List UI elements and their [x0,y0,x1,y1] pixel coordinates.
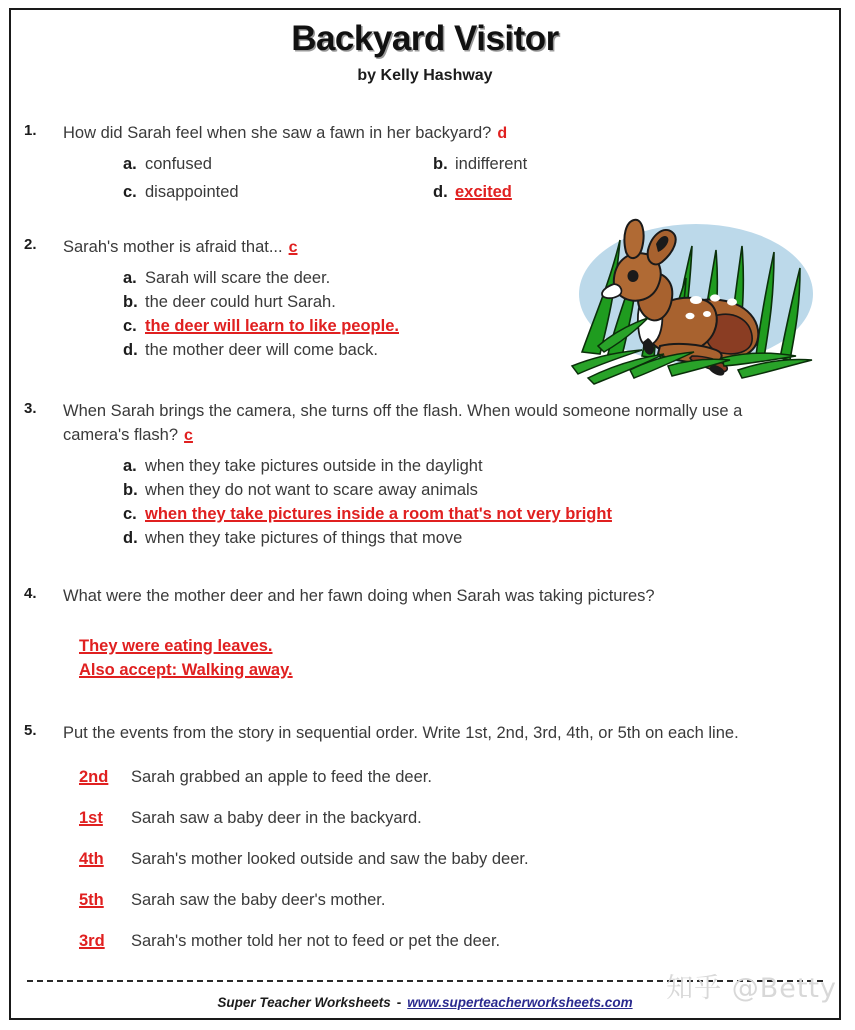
choice-1c[interactable] [123,181,433,205]
choice-letter: c. [123,504,137,523]
sequence-order-input[interactable]: 1st [79,808,103,827]
worksheet-page [9,8,841,1020]
question-1-answer-key: d [497,125,508,142]
choice-text: indifferent [455,154,528,173]
choice-text: confused [145,154,212,173]
choice-text: the deer could hurt Sarah. [145,292,336,311]
question-2-prompt-text: Sarah's mother is afraid that... [63,238,283,256]
footer-url-link[interactable]: www.superteacherworksheets.com [407,995,633,1010]
page-title: Backyard Visitor [291,19,559,58]
choice-letter: a. [123,456,137,475]
worksheet-header [11,10,839,85]
sequence-item[interactable] [79,809,839,828]
choice-1b[interactable] [433,153,527,177]
choice-2c[interactable] [123,315,839,339]
choice-letter: c. [123,316,137,335]
sequence-item[interactable] [79,891,839,910]
choice-row [123,181,839,205]
choice-letter: c. [123,182,137,201]
choice-text: Sarah will scare the deer. [145,268,331,287]
question-1-prompt-text: How did Sarah feel when she saw a fawn in her backyard? [63,124,492,142]
choice-text: when they take pictures outside in the daylight [145,456,483,475]
choice-text: the mother deer will come back. [145,340,378,359]
sequence-event-text: Sarah saw a baby deer in the backyard. [131,808,422,827]
choice-text: disappointed [145,182,239,201]
choice-text: the deer will learn to like people. [145,316,399,335]
question-3-prompt [63,400,763,448]
choice-text: when they do not want to scare away animals [145,480,478,499]
choice-letter: d. [123,340,138,359]
sequence-order-input[interactable]: 4th [79,849,104,868]
sequence-event-text: Sarah's mother looked outside and saw the baby deer. [131,849,529,868]
question-5 [11,722,839,973]
sequence-order-input[interactable]: 2nd [79,767,109,786]
choice-text: when they take pictures inside a room that's not very bright [145,504,612,523]
choice-3b[interactable] [123,479,839,503]
question-5-number: 5. [24,722,37,739]
question-3-number: 3. [24,400,37,417]
author-byline: by Kelly Hashway [357,66,493,84]
sequence-order-input[interactable]: 3rd [79,931,105,950]
choice-text: when they take pictures of things that move [145,528,463,547]
choice-letter: b. [123,292,138,311]
question-3-prompt-text: When Sarah brings the camera, she turns off the flash. When would someone normally use a camera's flash? [63,402,743,444]
choice-letter: b. [433,154,448,173]
question-2 [11,236,839,363]
question-2-choices [11,267,839,363]
question-1-number: 1. [24,122,37,139]
sequence-event-text: Sarah saw the baby deer's mother. [131,890,386,909]
choice-letter: a. [123,268,137,287]
footer-divider [27,980,823,982]
choice-2d[interactable] [123,339,839,363]
sequence-list [11,768,839,951]
choice-2b[interactable] [123,291,839,315]
question-2-number: 2. [24,236,37,253]
question-2-prompt [63,236,298,260]
sequence-event-text: Sarah grabbed an apple to feed the deer. [131,767,432,786]
question-5-prompt: Put the events from the story in sequential order. Write 1st, 2nd, 3rd, 4th, or 5th on each line. [63,724,739,742]
question-2-answer-key: c [288,239,298,256]
answer-line-2: Also accept: Walking away. [79,660,293,679]
question-1-prompt [63,122,507,146]
sequence-order-input[interactable]: 5th [79,890,104,909]
choice-1a[interactable] [123,153,433,177]
footer-separator: - [396,995,402,1010]
question-3-choices [11,455,839,551]
choice-row [123,153,839,177]
answer-line-1: They were eating leaves. [79,636,273,655]
choice-letter: b. [123,480,138,499]
question-3-answer-key: c [184,426,193,444]
choice-letter: d. [123,528,138,547]
choice-letter: a. [123,154,137,173]
choice-3a[interactable] [123,455,839,479]
question-1 [11,122,839,209]
choice-1d[interactable] [433,181,512,205]
sequence-item[interactable] [79,932,839,951]
question-3 [11,400,839,551]
sequence-item[interactable] [79,768,839,787]
choice-2a[interactable] [123,267,839,291]
question-1-choices [11,153,839,205]
question-4-number: 4. [24,585,37,602]
footer-brand: Super Teacher Worksheets [217,995,391,1010]
sequence-item[interactable] [79,850,839,869]
watermark: 知乎 @Betty [666,973,837,1004]
question-4-answer-area[interactable] [11,637,839,685]
choice-3d[interactable] [123,527,839,551]
question-4 [11,585,839,685]
choice-3c[interactable] [123,503,839,527]
choice-text: excited [455,182,512,201]
question-4-prompt: What were the mother deer and her fawn doing when Sarah was taking pictures? [63,587,655,605]
sequence-event-text: Sarah's mother told her not to feed or pet the deer. [131,931,501,950]
choice-letter: d. [433,182,448,201]
footer-credit [11,995,839,1010]
